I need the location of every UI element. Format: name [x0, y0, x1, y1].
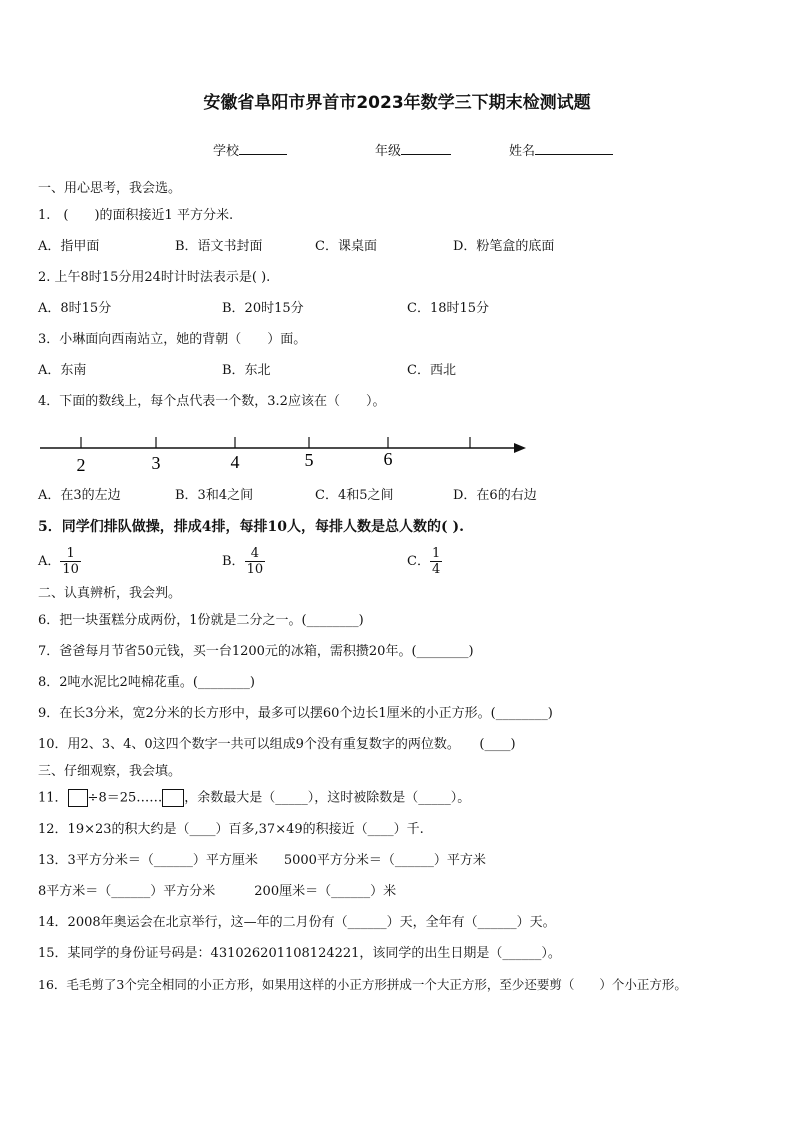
tick-label-6: 6	[383, 449, 393, 469]
number-line-arrow-icon	[514, 443, 526, 453]
fraction	[245, 546, 266, 577]
tick-label-4: 4	[230, 452, 240, 472]
school-label: 学校	[213, 144, 240, 159]
numerator: 1	[60, 546, 81, 562]
q1-option-d[interactable]: D．粉笔盒的底面	[453, 239, 555, 254]
q2-option-b[interactable]: B．20时15分	[222, 301, 304, 316]
section-2-heading: 二、认真辨析，我会判。	[38, 586, 182, 601]
question-4: 4．下面的数线上，每个点代表一个数，3.2应该在（ ）。	[38, 394, 386, 409]
tick-label-3: 3	[151, 453, 161, 473]
number-line	[38, 428, 533, 476]
section-1-heading: 一、用心思考，我会选。	[38, 181, 182, 196]
school-field[interactable]	[213, 140, 287, 159]
question-10: 10．用2、3、4、0这四个数字一共可以组成9个没有重复数字的两位数。 (____)	[38, 737, 516, 752]
page-title: 安徽省阜阳市界首市2023年数学三下期末检测试题	[203, 93, 591, 113]
q5-option-c-letter: C．	[407, 554, 430, 569]
q5-option-c[interactable]	[407, 546, 442, 577]
q4-option-b[interactable]: B．3和4之间	[175, 488, 254, 503]
name-label: 姓名	[509, 144, 536, 159]
denominator: 4	[431, 562, 441, 577]
tick-label-5: 5	[304, 450, 314, 470]
question-8: 8．2吨水泥比2吨棉花重。(________)	[38, 675, 255, 690]
denominator: 10	[62, 562, 79, 577]
q4-option-d[interactable]: D．在6的右边	[453, 488, 537, 503]
q5-option-b-letter: B．	[222, 554, 245, 569]
dividend-box[interactable]	[68, 789, 88, 807]
q4-option-a[interactable]: A．在3的左边	[38, 488, 121, 503]
section-3-heading: 三、仔细观察，我会填。	[38, 764, 182, 779]
q5-option-a[interactable]	[38, 546, 81, 577]
q2-option-c[interactable]: C．18时15分	[407, 301, 490, 316]
q3-option-b[interactable]: B．东北	[222, 363, 271, 378]
denominator: 10	[246, 562, 264, 577]
name-field[interactable]	[509, 140, 613, 159]
question-7: 7．爸爸每月节省50元钱，买一台1200元的冰箱，需积攒20年。(________)	[38, 644, 474, 659]
q1-option-c[interactable]: C．课桌面	[315, 239, 377, 254]
question-5: 5．同学们排队做操，排成4排，每排10人，每排人数是总人数的( ).	[38, 519, 464, 535]
q5-option-a-letter: A．	[38, 554, 61, 569]
question-14: 14．2008年奥运会在北京举行，这—年的二月份有（______）天，全年有（______）天。	[38, 915, 556, 930]
grade-label: 年级	[375, 144, 402, 159]
question-11	[38, 789, 470, 808]
question-15: 15．某同学的身份证号码是：431026201108124221，该同学的出生日期是（______）。	[38, 946, 561, 961]
numerator: 1	[431, 546, 441, 561]
remainder-box[interactable]	[162, 789, 184, 807]
q2-option-a[interactable]: A．8时15分	[38, 301, 112, 316]
question-12: 12．19×23的积大约是（____）百多,37×49的积接近（____）千.	[38, 822, 424, 837]
q11-rest: ，余数最大是（_____），这时被除数是（_____）。	[184, 790, 471, 806]
q11-number: 11．	[38, 790, 68, 806]
q1-option-a[interactable]: A．指甲面	[38, 239, 100, 254]
q3-option-c[interactable]: C．西北	[407, 363, 456, 378]
numerator: 4	[245, 546, 266, 562]
fraction	[60, 546, 81, 577]
question-2: 2. 上午8时15分用24时计时法表示是( ).	[38, 270, 271, 285]
question-13-line-2: 8平方米＝（______）平方分米 200厘米＝（______）米	[38, 884, 397, 899]
question-6: 6．把一块蛋糕分成两份，1份就是二分之一。(________)	[38, 613, 364, 628]
grade-field[interactable]	[375, 140, 451, 159]
fraction	[430, 546, 442, 577]
question-16: 16．毛毛剪了3个完全相同的小正方形，如果用这样的小正方形拼成一个大正方形，至少还要剪（ ）个小正方形。	[38, 977, 687, 992]
q4-option-c[interactable]: C．4和5之间	[315, 488, 394, 503]
q1-option-b[interactable]: B．语文书封面	[175, 239, 263, 254]
q5-option-b[interactable]	[222, 546, 265, 577]
question-9: 9．在长3分米，宽2分米的长方形中，最多可以摆60个边长1厘米的小正方形。(________)	[38, 706, 553, 721]
q11-middle: ÷8＝25……	[87, 790, 163, 806]
question-1: 1. ( )的面积接近1 平方分米.	[38, 208, 234, 223]
tick-label-2: 2	[76, 455, 86, 475]
q3-option-a[interactable]: A．东南	[38, 363, 87, 378]
question-13-line-1: 13．3平方分米＝（______）平方厘米 5000平方分米＝（______）平方米	[38, 853, 486, 868]
question-3: 3．小琳面向西南站立，她的背朝（ ）面。	[38, 332, 307, 347]
